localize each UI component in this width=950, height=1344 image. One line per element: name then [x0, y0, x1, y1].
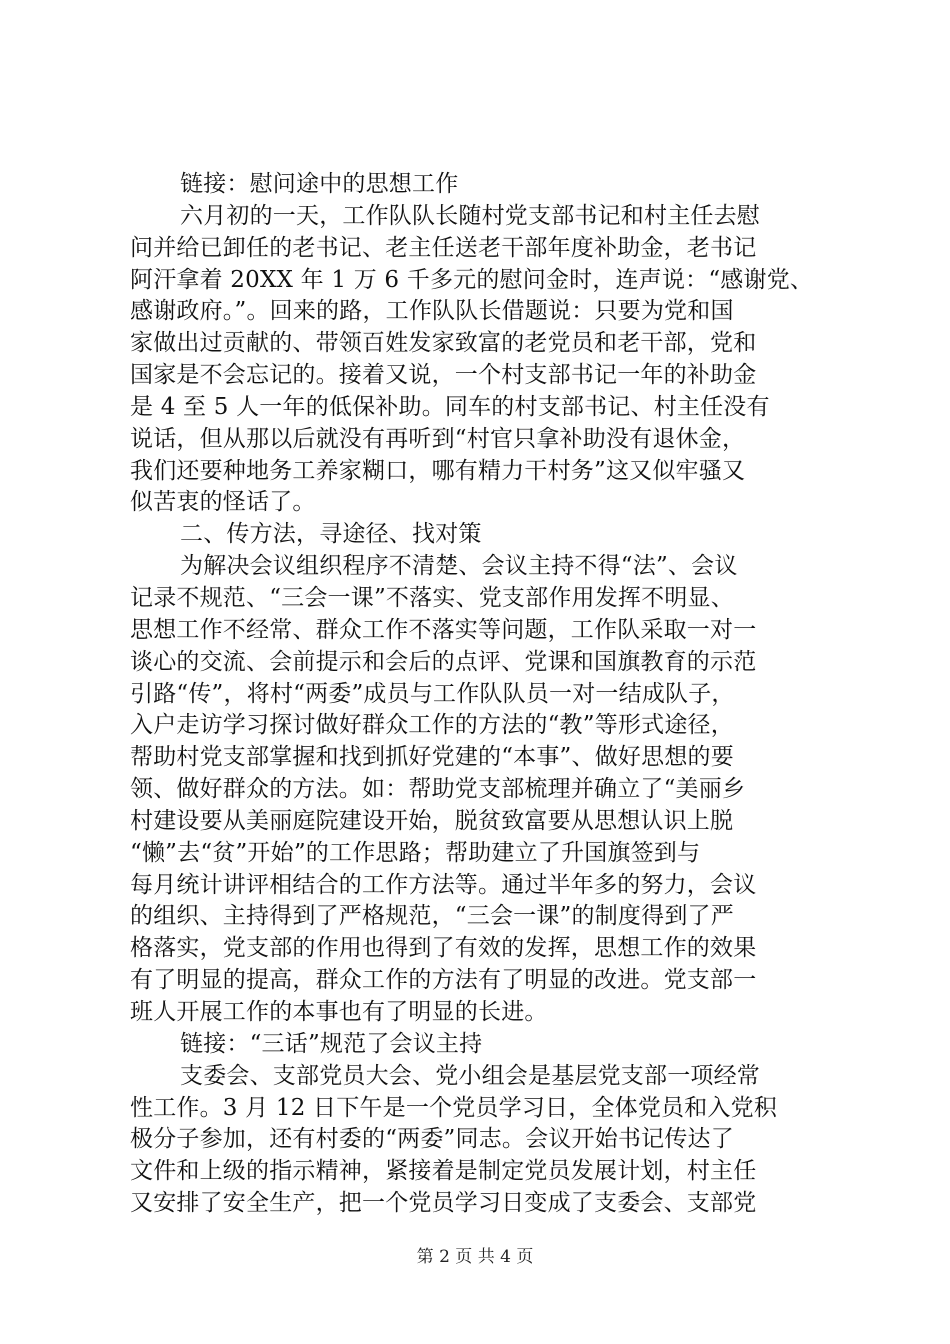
text-line: 感谢政府。”。回来的路，工作队队长借题说：只要为党和国: [130, 298, 734, 324]
text-line: 又安排了安全生产，把一个党员学习日变成了支委会、支部党: [130, 1190, 757, 1216]
text-line: 六月初的一天，工作队队长随村党支部书记和村主任去慰: [180, 203, 760, 229]
text-line: 说话，但从那以后就没有再听到“村官只拿补助没有退休金，: [130, 426, 746, 452]
page-footer: 第 2 页 共 4 页: [416, 1247, 534, 1267]
text-line: 极分子参加，还有村委的“两委”同志。会议开始书记传达了: [130, 1126, 734, 1152]
text-line: 记录不规范、“三会一课”不落实、党支部作用发挥不明显、: [130, 585, 734, 611]
paragraph-heading: 链接：“三话”规范了会议主持: [180, 1031, 483, 1057]
text-line: 每月统计讲评相结合的工作方法等。通过半年多的努力，会议: [130, 872, 757, 898]
paragraph-heading: 链接：慰问途中的思想工作: [180, 171, 459, 197]
text-line: 阿汗拿着 20XX 年 1 万 6 千多元的慰问金时，连声说：“感谢党、: [130, 267, 814, 293]
text-line: 领、做好群众的方法。如：帮助党支部梳理并确立了“美丽乡: [130, 776, 746, 802]
text-line: 思想工作不经常、群众工作不落实等问题，工作队采取一对一: [130, 617, 757, 643]
text-line: 家做出过贡献的、带领百姓发家致富的老党员和老干部，党和: [130, 330, 757, 356]
text-line: 帮助村党支部掌握和找到抓好党建的“本事”、做好思想的要: [130, 744, 734, 770]
text-line: 文件和上级的指示精神，紧接着是制定党员发展计划，村主任: [130, 1158, 757, 1184]
text-line: 支委会、支部党员大会、党小组会是基层党支部一项经常: [180, 1063, 760, 1089]
text-line: 引路“传”，将村“两委”成员与工作队队员一对一结成队子，: [130, 681, 735, 707]
text-line: 是 4 至 5 人一年的低保补助。同车的村支部书记、村主任没有: [130, 394, 770, 420]
text-line: “懒”去“贫”开始”的工作思路；帮助建立了升国旗签到与: [130, 840, 701, 866]
text-line: 我们还要种地务工养家糊口，哪有精力干村务”这又似牢骚又: [130, 458, 746, 484]
text-line: 问并给已卸任的老书记、老主任送老干部年度补助金，老书记: [130, 235, 757, 261]
section-heading: 二、传方法，寻途径、找对策: [180, 521, 482, 547]
text-line: 村建设要从美丽庭院建设开始，脱贫致富要从思想认识上脱: [130, 808, 734, 834]
text-line: 谈心的交流、会前提示和会后的点评、党课和国旗教育的示范: [130, 649, 757, 675]
text-line: 班人开展工作的本事也有了明显的长进。: [130, 999, 548, 1025]
text-line: 似苦衷的怪话了。: [130, 489, 316, 515]
text-line: 格落实，党支部的作用也得到了有效的发挥，思想工作的效果: [130, 935, 757, 961]
text-line: 的组织、主持得到了严格规范，“三会一课”的制度得到了严: [130, 903, 734, 929]
text-line: 有了明显的提高，群众工作的方法有了明显的改进。党支部一: [130, 967, 757, 993]
text-line: 国家是不会忘记的。接着又说，一个村支部书记一年的补助金: [130, 362, 757, 388]
text-line: 性工作。3 月 12 日下午是一个党员学习日，全体党员和入党积: [130, 1095, 778, 1121]
text-line: 为解决会议组织程序不清楚、会议主持不得“法”、会议: [180, 553, 738, 579]
text-line: 入户走访学习探讨做好群众工作的方法的“教”等形式途径，: [130, 712, 734, 738]
